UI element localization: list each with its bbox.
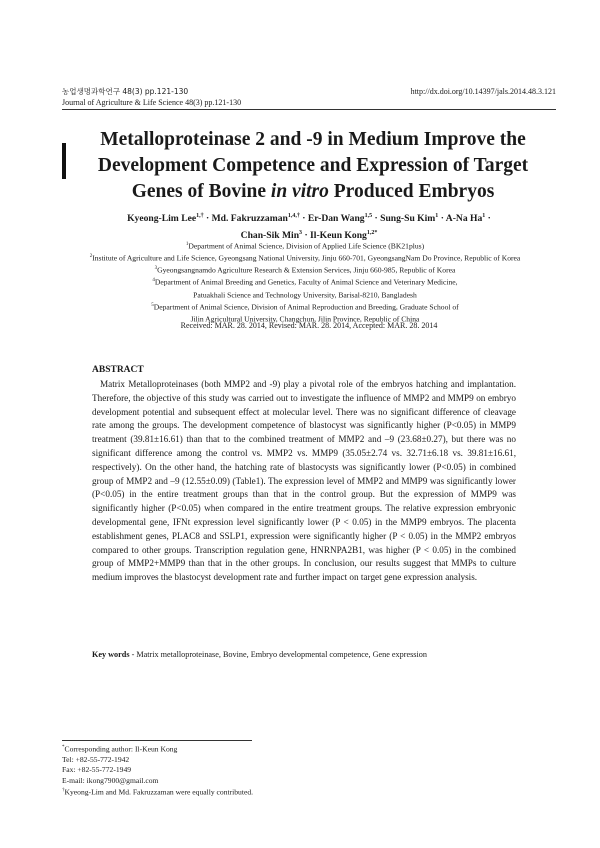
- author-line-2: Chan-Sik Min$^3$ · Il-Keun Kong$^{1,2*}$: [240, 230, 378, 242]
- abstract-heading: ABSTRACT: [92, 365, 144, 375]
- affiliations: [30, 240, 580, 325]
- header-rule: [62, 109, 556, 110]
- title-accent-bar: [62, 143, 66, 179]
- title-line-1: Metalloproteinase 2 and -9 in Medium Improve the: [100, 129, 526, 150]
- received-dates: Received: MAR. 28. 2014, Revised: MAR. 28. 2014, Accepted: MAR. 28. 2014: [180, 321, 438, 330]
- author-list: [62, 209, 556, 243]
- footnote-rule: [62, 740, 252, 741]
- journal-english: Journal of Agriculture & Life Science 48(3) pp.121-130: [62, 98, 242, 107]
- footnotes: [62, 743, 253, 798]
- affiliation: Jilin Agricultural University, Changchun, Jilin Province, Republic of China: [190, 314, 420, 324]
- affiliation: $^3$Gyeongsangnamdo Agriculture Research & Extension Services, Jinju 660-985, Republic of Korea: [154, 265, 456, 275]
- doi-link[interactable]: http://dx.doi.org/10.14397/jals.2014.48.3.121: [410, 87, 556, 96]
- keywords-label: Key words: [92, 650, 130, 659]
- keywords: [92, 650, 522, 659]
- paper-title: [70, 127, 556, 205]
- affiliation: $^4$Department of Animal Breeding and Genetics, Faculty of Animal Science and Veterinary Medicine,: [152, 277, 458, 287]
- email[interactable]: E-mail: ikong7900@gmail.com: [62, 775, 159, 785]
- telephone: Tel: +82-55-772-1942: [62, 754, 130, 764]
- journal-header: [62, 86, 556, 108]
- affiliation: Patuakhali Science and Technology University, Barisal-8210, Bangladesh: [193, 290, 417, 300]
- equal-contribution-note: †Kyeong-Lim and Md. Fakruzzaman were equally contributed.: [62, 787, 254, 797]
- author-line-1: Kyeong-Lim Lee$^{1,\dagger}$ · Md. Fakruzzaman$^{1,4,\dagger}$ · Er-Dan Wang$^{1,5}$ · Sung-Su Kim$^1$ · A-Na $Ha^1$ ·: [127, 213, 491, 225]
- title-line-2: Development Competence and Expression of Target: [97, 155, 529, 176]
- journal-korean: 농업생명과학연구 48(3) pp.121-130: [62, 87, 189, 96]
- affiliation: $^5$Department of Animal Science, Division of Animal Reproduction and Breeding, Graduate School of: [151, 302, 459, 312]
- keywords-text: - Matrix metalloproteinase, Bovine, Embryo developmental competence, Gene expression: [129, 650, 427, 659]
- affiliation: $^1$Department of Animal Science, Division of Applied Life Science (BK21plus): [185, 241, 425, 251]
- fax: Fax: +82-55-772-1949: [62, 765, 132, 775]
- affiliation: $^2$Institute of Agriculture and Life Science, Gyeongsang National University, Jinju 660-701, GyeongsangNam Do Province, Republic of Korea: [89, 253, 521, 263]
- abstract-body: Matrix Metalloproteinases (both MMP2 and -9) play a pivotal role of the embryos hatching and implantation. Therefore, the objective of this study was carried out to investigate the influence of MMP2 and MMP9 on embryo development potential and subsequent effect at molecular level. There was no significant difference of cleavage rate among the groups. The development competence of blastocyst was significantly higher (P<0.05) in MMP9 treatment (39.81±16.61) than that to the combined treatment of MMP2 and –9 (23.68±0.27), but there was no significant difference among the control vs. MMP2 vs. MMP9 (35.05±2.74 vs. 32.71±6.18 vs. 39.81±16.61, respectively). On the other hand, the hatching rate of blastocysts was significantly lower (P<0.05) in combined group of MMP2 and –9 (12.55±0.09) (Table1). The expression level of MMP2 and MMP9 was significantly lower (P<0.05) in the entire treatment groups than that in the control group. But the expression of MMP9 was significantly higher (P<0.05) when compared in the entire treatment groups. The relative expression embryonic developmental gene, IFNt expression level significantly lower (P < 0.05) in the MMP9 embryos. The placenta establishment genes, PLAC8 and SSLP1, expression were significantly higher (P < 0.05) in the MMP2 embryos compared to other groups. Transcription regulation gene, HNRNPA2B1, was higher (P < 0.05) in the combined group of MMP2+MMP9 than that in the other groups. In conclusion, our results suggest that MMPs to culture medium improves the blastocyst development rate and further impact on target gene expression analysis.: [92, 379, 516, 583]
- corresponding-author: *Corresponding author: Il-Keun Kong: [62, 744, 178, 754]
- title-line-3: Genes of Bovine in vitro Produced Embryos: [131, 181, 495, 202]
